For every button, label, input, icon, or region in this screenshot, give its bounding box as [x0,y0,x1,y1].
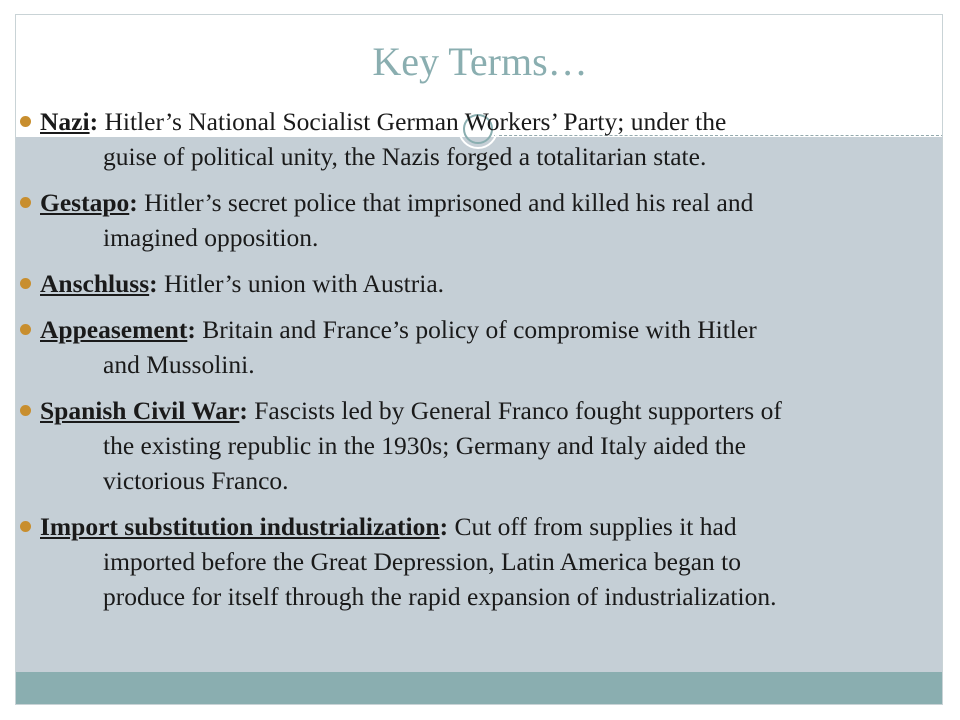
term-definition-text: and Mussolini. [103,350,255,379]
term-definition-text: guise of political unity, the Nazis forged a totalitarian state. [103,142,707,171]
term-continuation-line [40,428,945,463]
term-item [20,312,945,382]
footer-band [16,672,942,705]
term-name: Import substitution industrialization [40,512,440,541]
bullet-icon [20,116,31,127]
term-definition-text: Britain and France’s policy of compromise with Hitler [195,315,757,344]
term-name: Spanish Civil War [40,396,240,425]
term-continuation-line [40,544,945,579]
term-item [20,509,945,614]
key-terms-list [20,104,945,625]
term-continuation-line [40,463,945,498]
term-definition-text: the existing republic in the 1930s; Germany and Italy aided the [103,431,746,460]
term-definition-text: produce for itself through the rapid expansion of industrialization. [103,582,777,611]
term-first-line: Appeasement: Britain and France’s policy of compromise with Hitler [40,315,757,344]
term-definition-text: imagined opposition. [103,223,319,252]
term-first-line: Gestapo: Hitler’s secret police that imprisoned and killed his real and [40,188,754,217]
bullet-icon [20,278,31,289]
term-name: Nazi [40,107,90,136]
term-continuation-line [40,347,945,382]
term-definition-text: Hitler’s union with Austria. [157,269,445,298]
term-definition-text: Fascists led by General Franco fought supporters of [247,396,782,425]
term-first-line: Spanish Civil War: Fascists led by General Franco fought supporters of [40,396,782,425]
term-name: Anschluss [40,269,150,298]
bullet-icon [20,521,31,532]
term-item [20,185,945,255]
term-definition-text: Hitler’s secret police that imprisoned and killed his real and [137,188,754,217]
bullet-icon [20,405,31,416]
term-continuation-line [40,579,945,614]
bullet-icon [20,324,31,335]
slide-title: Key Terms… [372,39,588,84]
term-item [20,266,945,301]
term-first-line: Import substitution industrialization: Cut off from supplies it had [40,512,737,541]
term-name: Appeasement [40,315,188,344]
term-item [20,393,945,498]
term-definition-text: Cut off from supplies it had [448,512,737,541]
term-first-line: Anschluss: Hitler’s union with Austria. [40,269,445,298]
term-definition-text: imported before the Great Depression, Latin America began to [103,547,741,576]
term-name: Gestapo [40,188,130,217]
term-continuation-line [40,139,945,174]
term-item [20,104,945,174]
term-definition-text: victorious Franco. [103,466,289,495]
term-definition-text: Hitler’s National Socialist German Workers’ Party; under the [98,107,727,136]
term-continuation-line [40,220,945,255]
term-first-line: Nazi: Hitler’s National Socialist German Workers’ Party; under the [40,107,727,136]
bullet-icon [20,197,31,208]
